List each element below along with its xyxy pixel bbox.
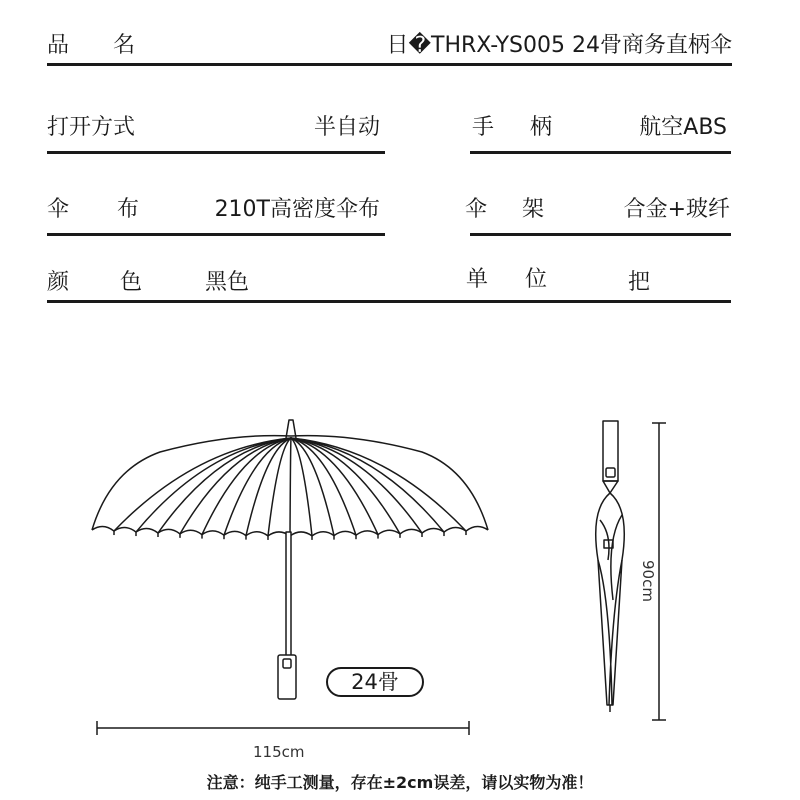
unit-label-1: 单	[466, 267, 489, 292]
umbrella-rib	[158, 438, 291, 533]
umbrella-rib	[291, 438, 312, 536]
umbrella-rib	[268, 438, 291, 536]
fabric-value: 210T高密度伞布	[214, 197, 380, 222]
height-label: 90cm	[639, 560, 657, 602]
color-label-2: 色	[120, 270, 143, 295]
umbrella-rib	[224, 438, 291, 535]
frame-label-1: 伞	[465, 197, 488, 222]
umbrella-rib	[291, 438, 378, 535]
handle-label-2: 柄	[530, 115, 553, 140]
umbrella-shaft	[286, 532, 291, 657]
open-method-label: 打开方式	[47, 115, 136, 140]
product-name-label: 品 名	[47, 33, 136, 58]
unit-label-2: 位	[525, 267, 548, 292]
umbrella-ribs	[114, 438, 466, 540]
frame-value: 合金+玻纤	[623, 197, 730, 222]
width-label: 115cm	[253, 743, 305, 761]
handle-label-1: 手	[472, 115, 495, 140]
frame-label-2: 架	[522, 197, 545, 222]
umbrella-rib	[291, 438, 334, 536]
umbrella-rib	[202, 438, 291, 535]
umbrella-rib	[291, 438, 466, 531]
product-name-value: 日�THRX-YS005 24骨商务直柄伞	[386, 33, 732, 58]
handle-value: 航空ABS	[639, 115, 727, 140]
ribs-count-badge: 24骨	[326, 667, 424, 697]
fabric-label-2: 布	[117, 197, 140, 222]
umbrella-rib	[114, 438, 291, 531]
unit-value: 把	[628, 270, 651, 295]
open-umbrella-illustration	[92, 420, 488, 699]
umbrella-rib	[290, 438, 291, 536]
fabric-label-1: 伞	[47, 197, 70, 222]
umbrella-handle	[278, 655, 296, 699]
measurement-note: 注意：纯手工测量，存在±2cm误差，请以实物为准！	[206, 773, 594, 792]
color-value: 黑色	[205, 270, 250, 295]
color-label-1: 颜	[47, 270, 70, 295]
open-method-value: 半自动	[313, 115, 380, 140]
closed-collar	[603, 481, 618, 493]
width-dimension	[97, 721, 469, 735]
closed-umbrella-illustration	[596, 421, 625, 712]
